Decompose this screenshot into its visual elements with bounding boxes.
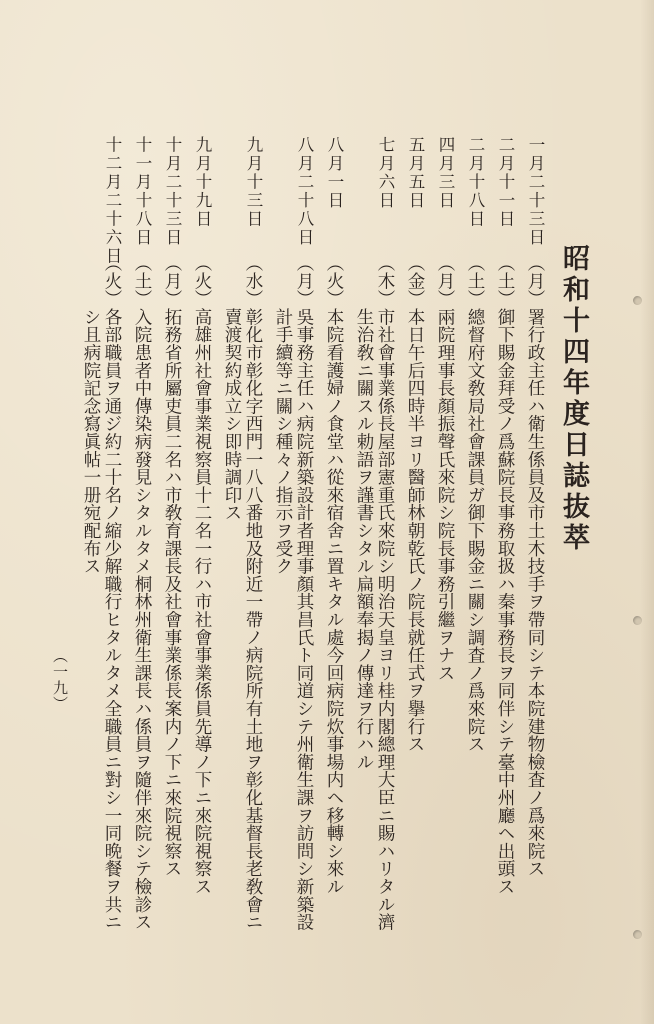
entry-date-text: 十月二十三日 xyxy=(163,136,182,247)
binding-hole-icon xyxy=(633,930,642,939)
entry-text: 各部職員ヲ通ジ約二十名ノ縮少解職行ヒタルタメ全職員ニ對シ一同晩餐ヲ共ニ xyxy=(102,308,122,931)
binding-hole-icon xyxy=(633,296,642,305)
entry-date-text: 八月二十八日 xyxy=(295,136,314,247)
entry-date-text: 九月十三日 xyxy=(244,136,263,229)
entry-date-text: 八月一日 xyxy=(325,136,344,210)
entry-date xyxy=(101,136,123,266)
entry-text: 拓務省所屬吏員二名ハ市敎育課長及社會事業係長案内ノ下ニ來院視察ス xyxy=(162,308,182,878)
entry-text: 入院患者中傳染病發見シタルタメ桐林州衛生課長ハ係員ヲ隨伴來院シテ檢診ス xyxy=(132,308,152,931)
entry-date xyxy=(404,136,426,210)
entry-text: 署行政主任ハ衛生係員及市土木技手ヲ帶同シテ本院建物檢査ノ爲來院ス xyxy=(525,308,545,878)
entry-date-text: 十一月十八日 xyxy=(133,136,152,247)
entry-weekday: （月） xyxy=(294,254,314,308)
entry-date-text: 十二月二十六日 xyxy=(103,136,122,266)
entry-date-text: 五月五日 xyxy=(406,136,425,210)
entry-date xyxy=(434,136,456,210)
entry-text: 生治敎ニ關スル勅語ヲ謹書シタル扁額奉揭ノ傳達ヲ行ハル xyxy=(354,308,374,771)
page-number: （一九） xyxy=(51,648,69,712)
entry-date xyxy=(161,136,183,247)
entry-date xyxy=(494,136,516,229)
entry-text: 市社會事業係長屋部憲重氏來院シ明治天皇ヨリ桂内閣總理大臣ニ賜ハリタル濟 xyxy=(375,308,395,931)
entry-date xyxy=(191,136,213,229)
entry-weekday: （水） xyxy=(243,254,263,308)
entry-date xyxy=(131,136,153,247)
entry-date xyxy=(293,136,315,247)
entry-text: 吳事務主任ハ病院新築設計者理事顏其昌氏ト同道シテ州衛生課ヲ訪問シ新築設 xyxy=(294,308,314,931)
entry-text: 總督府文敎局社會課員ガ御下賜金ニ關シ調査ノ爲來院ス xyxy=(465,308,485,753)
page-title: 昭和十四年度日誌抜萃 xyxy=(558,244,589,554)
entry-text: 御下賜金拜受ノ爲蘇院長事務取扱ハ秦事務長ヲ同伴シテ臺中州廳ヘ出頭ス xyxy=(495,308,515,896)
entry-date-text: 四月三日 xyxy=(436,136,455,210)
entry-weekday: （火） xyxy=(102,254,122,308)
entry-weekday: （木） xyxy=(375,254,395,308)
entry-text: シ且病院記念寫眞帖一册宛配布ス xyxy=(81,308,101,575)
diary-entries xyxy=(81,136,548,936)
entry-text: 本日午后四時半ヨリ醫師林朝乾氏ノ院長就任式ヲ擧行ス xyxy=(405,308,425,753)
entry-text: 兩院理事長顏振聲氏來院シ院長事務引繼ヲナス xyxy=(435,308,455,682)
entry-weekday: （土） xyxy=(495,254,515,308)
entry-weekday: （金） xyxy=(405,254,425,308)
entry-date xyxy=(524,136,546,247)
binding-hole-icon xyxy=(633,616,642,625)
entry-date-text: 二月十八日 xyxy=(466,136,485,229)
entry-text: 本院看護婦ノ食堂ハ從來宿舍ニ置キタル處今回病院炊事場内ヘ移轉シ來ル xyxy=(324,308,344,896)
entry-date xyxy=(464,136,486,229)
page-edge-shadow xyxy=(640,0,654,1024)
entry-weekday: （月） xyxy=(525,254,545,308)
entry-text: 高雄州社會事業視察員十二名一行ハ市社會事業係員先導ノ下ニ來院視察ス xyxy=(192,308,212,896)
entry-date-text: 二月十一日 xyxy=(496,136,515,229)
entry-date xyxy=(374,136,396,210)
entry-text: 彰化市彰化字西門一八八番地及附近一帶ノ病院所有土地ヲ彰化基督長老敎會ニ xyxy=(243,308,263,931)
entry-weekday: （火） xyxy=(192,254,212,308)
entry-text: 賣渡契約成立シ即時調印ス xyxy=(222,308,242,522)
entry-weekday: （月） xyxy=(435,254,455,308)
entry-date-text: 七月六日 xyxy=(376,136,395,210)
entry-date-text: 九月十九日 xyxy=(193,136,212,229)
entry-date xyxy=(242,136,264,229)
entry-weekday: （火） xyxy=(324,254,344,308)
entry-weekday: （土） xyxy=(465,254,485,308)
entry-date xyxy=(323,136,345,210)
entry-date-text: 一月二十三日 xyxy=(526,136,545,247)
entry-text: 計手續等ニ關シ種々ノ指示ヲ受ク xyxy=(273,308,293,575)
entry-weekday: （土） xyxy=(132,254,152,308)
entry-weekday: （月） xyxy=(162,254,182,308)
